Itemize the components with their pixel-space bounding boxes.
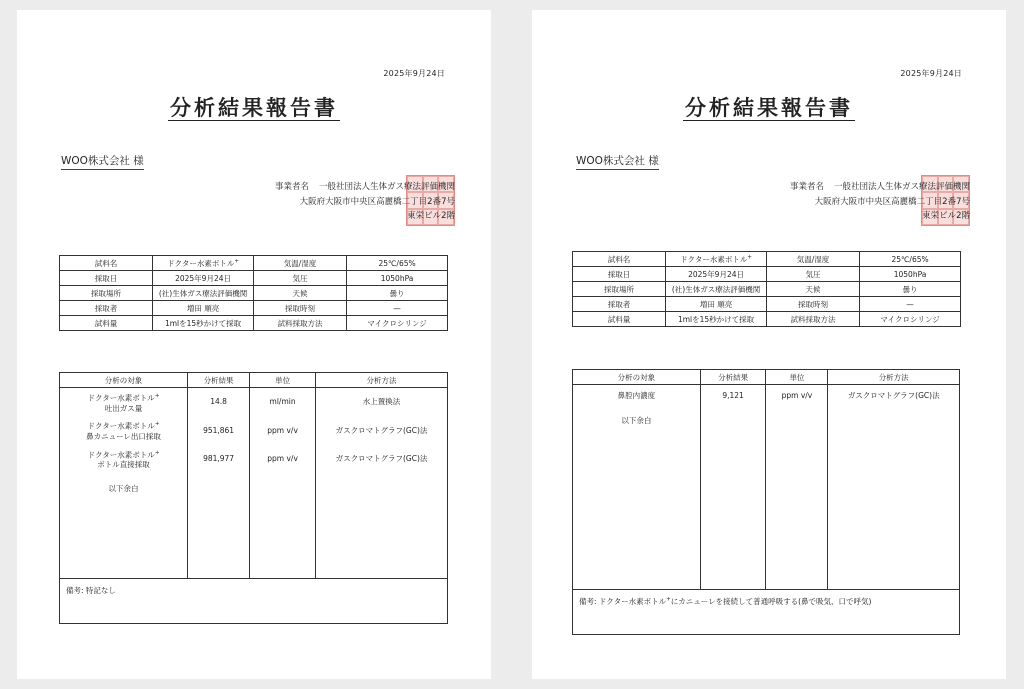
- results-table: [572, 369, 960, 635]
- col-header: 分析方法: [316, 373, 448, 388]
- sample-info-table: 試料名 ドクター水素ボトル+ 気温/湿度 25℃/65% 採取日 2025年9月24日 気圧 1050hPa 採取場所 (社)生体ガス療法評価機関 天候 曇り 採取者 増田 順亮 採取時刻 — 試料量 1mlを15秒かけて採取 試料採取方法 マイクロシリンジ: [572, 251, 961, 327]
- issuer-block: 事業者名 一般社団法人生体ガス療法評価機関 大阪府大阪市中央区高麗橋二丁目2番7号 東栄ビル2階: [275, 180, 455, 224]
- report-date: 2025年9月24日: [900, 69, 962, 78]
- col-header: 分析の対象: [573, 370, 701, 385]
- col-header: 分析の対象: [60, 373, 188, 388]
- report-title: 分析結果報告書: [685, 96, 853, 120]
- issuer-block: 事業者名 一般社団法人生体ガス療法評価機関 大阪府大阪市中央区高麗橋二丁目2番7号 東栄ビル2階: [790, 180, 970, 224]
- remainder-blank: 以下余白: [60, 473, 188, 578]
- report-page-2: [532, 10, 1006, 679]
- col-header: 分析方法: [828, 370, 960, 385]
- remainder-blank: 以下余白: [573, 415, 701, 589]
- issuer-building: 東栄ビル2階: [407, 211, 455, 221]
- table-row: ドクター水素ボトル+ 鼻カニューレ出口採取 951,861 ppm v/v ガスクロマトグラフ(GC)法: [60, 416, 448, 444]
- sample-info-table: 試料名 ドクター水素ボトル+ 気温/湿度 25℃/65% 採取日 2025年9月24日 気圧 1050hPa 採取場所 (社)生体ガス療法評価機関 天候 曇り 採取者 増田 順亮 採取時刻 — 試料量 1mlを15秒かけて採取 試料採取方法 マイクロシリンジ: [59, 255, 448, 331]
- issuer-name: 一般社団法人生体ガス療法評価機関: [833, 182, 970, 192]
- col-header: 単位: [250, 373, 316, 388]
- col-header: 単位: [766, 370, 828, 385]
- client-name: WOO株式会社 様: [61, 153, 144, 170]
- remarks: 備考: ドクター水素ボトル+にカニューレを接続して普通呼吸する(鼻で吸気、口で呼気): [573, 589, 960, 634]
- issuer-address: 大阪府大阪市中央区高麗橋二丁目2番7号: [299, 196, 455, 207]
- remarks: 備考: 特記なし: [60, 578, 448, 623]
- table-row: 鼻腔内濃度 9,121 ppm v/v ガスクロマトグラフ(GC)法: [573, 385, 960, 416]
- issuer-address: 大阪府大阪市中央区高麗橋二丁目2番7号: [814, 196, 970, 207]
- results-table: [59, 372, 448, 624]
- report-title: 分析結果報告書: [170, 96, 338, 120]
- col-header: 分析結果: [188, 373, 250, 388]
- client-name: WOO株式会社 様: [576, 153, 659, 170]
- col-header: 分析結果: [700, 370, 766, 385]
- report-page-1: [17, 10, 491, 679]
- table-row: ドクター水素ボトル+ 吐出ガス量 14.8 ml/min 水上置換法: [60, 388, 448, 417]
- issuer-building: 東栄ビル2階: [922, 211, 970, 221]
- table-row: ドクター水素ボトル+ ボトル直接採取 981,977 ppm v/v ガスクロマトグラフ(GC)法: [60, 445, 448, 473]
- issuer-name: 一般社団法人生体ガス療法評価機関: [318, 182, 455, 192]
- report-date: 2025年9月24日: [383, 69, 445, 78]
